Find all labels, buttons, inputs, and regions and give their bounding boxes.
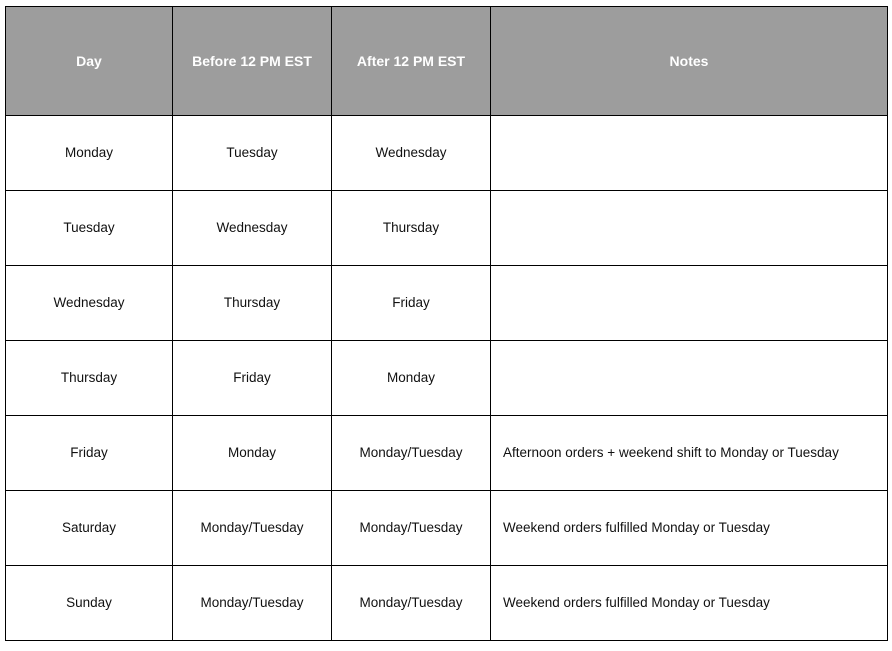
cell-before-noon: Tuesday xyxy=(173,116,332,191)
table-row xyxy=(6,266,888,341)
table-row xyxy=(6,116,888,191)
cell-notes: Weekend orders fulfilled Monday or Tuesday xyxy=(491,566,888,641)
table-header-row xyxy=(6,7,888,116)
cell-day: Saturday xyxy=(6,491,173,566)
cell-before-noon: Monday/Tuesday xyxy=(173,491,332,566)
cell-after-noon: Monday/Tuesday xyxy=(332,416,491,491)
table-header xyxy=(6,7,888,116)
cell-day: Thursday xyxy=(6,341,173,416)
cell-before-noon: Monday/Tuesday xyxy=(173,566,332,641)
shipping-schedule-table xyxy=(5,6,888,641)
cell-day: Sunday xyxy=(6,566,173,641)
column-header-notes: Notes xyxy=(491,7,888,116)
cell-before-noon: Monday xyxy=(173,416,332,491)
cell-before-noon: Wednesday xyxy=(173,191,332,266)
cell-day: Tuesday xyxy=(6,191,173,266)
cell-notes: Afternoon orders + weekend shift to Monday or Tuesday xyxy=(491,416,888,491)
cell-after-noon: Wednesday xyxy=(332,116,491,191)
cell-after-noon: Friday xyxy=(332,266,491,341)
table-row xyxy=(6,491,888,566)
cell-after-noon: Monday xyxy=(332,341,491,416)
cell-after-noon: Thursday xyxy=(332,191,491,266)
cell-before-noon: Friday xyxy=(173,341,332,416)
cell-before-noon: Thursday xyxy=(173,266,332,341)
cell-notes: Weekend orders fulfilled Monday or Tuesday xyxy=(491,491,888,566)
cell-notes xyxy=(491,191,888,266)
cell-after-noon: Monday/Tuesday xyxy=(332,491,491,566)
cell-day: Wednesday xyxy=(6,266,173,341)
column-header-after-noon: After 12 PM EST xyxy=(332,7,491,116)
cell-notes xyxy=(491,266,888,341)
table-row xyxy=(6,191,888,266)
table-body xyxy=(6,116,888,641)
cell-day: Friday xyxy=(6,416,173,491)
cell-day: Monday xyxy=(6,116,173,191)
cell-notes xyxy=(491,341,888,416)
cell-notes xyxy=(491,116,888,191)
table-row xyxy=(6,566,888,641)
cell-after-noon: Monday/Tuesday xyxy=(332,566,491,641)
column-header-before-noon: Before 12 PM EST xyxy=(173,7,332,116)
column-header-day: Day xyxy=(6,7,173,116)
table-row xyxy=(6,416,888,491)
table-row xyxy=(6,341,888,416)
